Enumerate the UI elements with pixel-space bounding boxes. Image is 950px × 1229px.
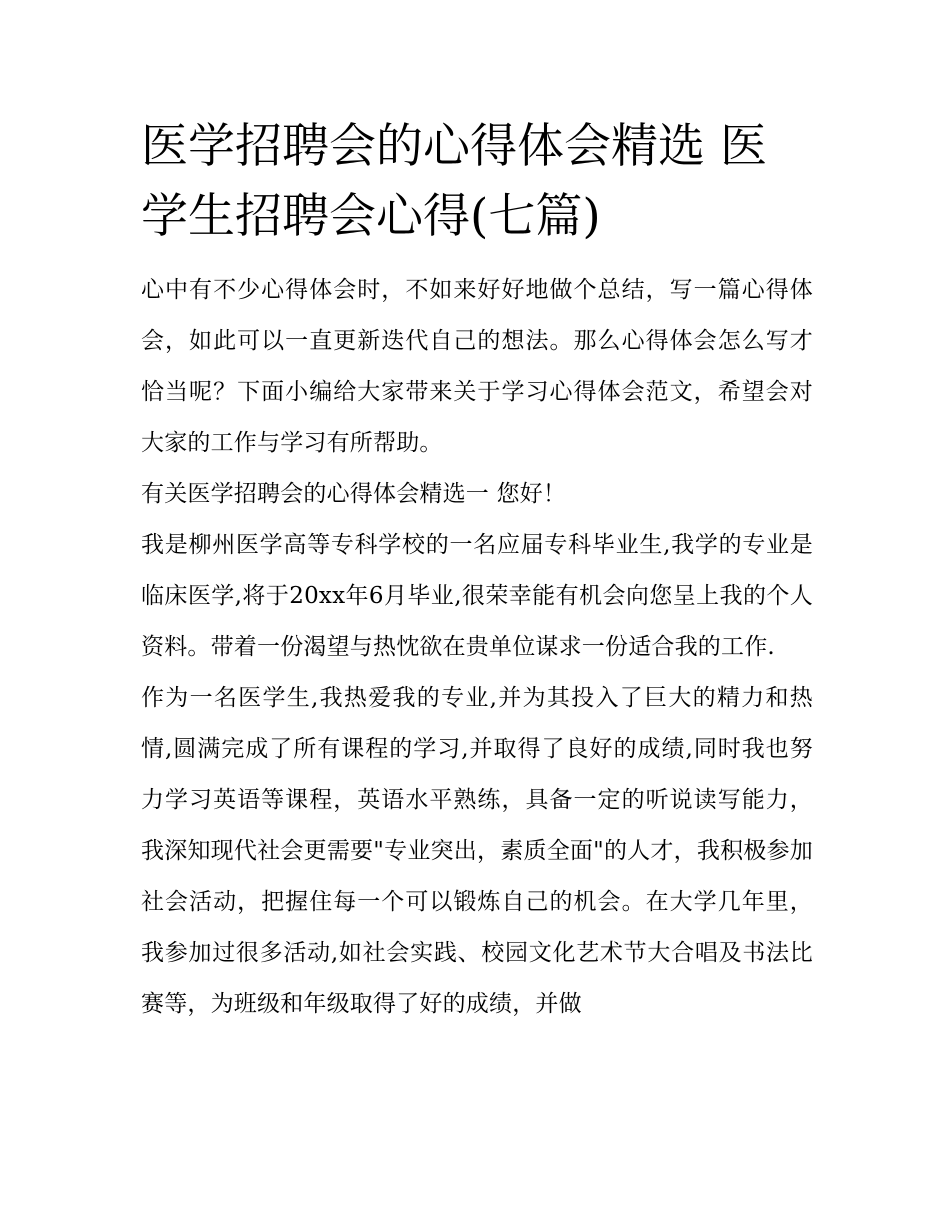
document-body [141, 112, 813, 1030]
paragraph-intro: 心中有不少心得体会时，不如来好好地做个总结，写一篇心得体会，如此可以一直更新迭代自己的想法。那么心得体会怎么写才恰当呢？下面小编给大家带来关于学习心得体会范文，希望会对大家的工作与学习有所帮助。 [141, 277, 813, 456]
paragraph-study-experience: 作为一名医学生,我热爱我的专业,并为其投入了巨大的精力和热情,圆满完成了所有课程的学习,并取得了良好的成绩,同时我也努力学习英语等课程，英语水平熟练，具备一定的听说读写能力，我深知现代社会更需要"专业突出，素质全面"的人才，我积极参加社会活动，把握住每一个可以锻炼自己的机会。在大学几年里，我参加过很多活动,如社会实践、校园文化艺术节大合唱及书法比赛等，为班级和年级取得了好的成绩，并做 [141, 685, 813, 1017]
paragraph-section-heading: 有关医学招聘会的心得体会精选一 您好！ [141, 481, 567, 507]
document-title: 医学招聘会的心得体会精选 医学生招聘会心得(七篇) [141, 119, 767, 244]
paragraph-self-introduction: 我是柳州医学高等专科学校的一名应届专科毕业生,我学的专业是临床医学,将于20xx年6月毕业,很荣幸能有机会向您呈上我的个人资料。带着一份渴望与热忱欲在贵单位谋求一份适合我的工作. [141, 532, 813, 660]
